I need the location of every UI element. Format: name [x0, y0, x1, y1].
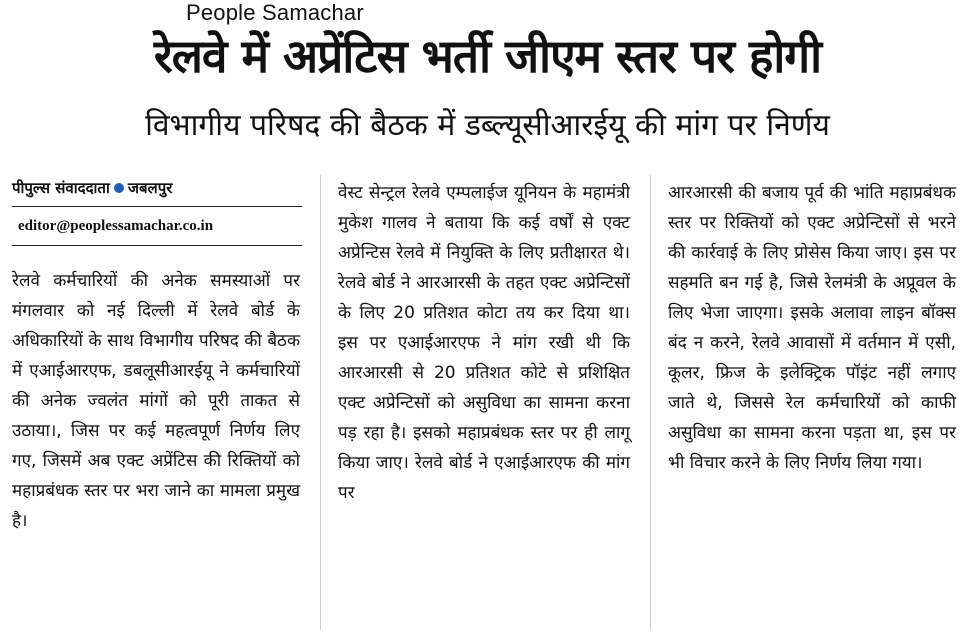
- article-column-3: आरआरसी की बजाय पूर्व की भांति महाप्रबंधक स्तर पर रिक्तियों को एक्ट अप्रेन्टिसों से भरने की कार्रवाई के लिए प्रोसेस किया जाए। इस पर सहमति बन गई है, जिसे रेलमंत्री के अप्रूवल के लिए भेजा जाएगा। इसके अलावा लाइन बॉक्स बंद न करने, रेलवे आवासों में वर्तमान में एसी, कूलर, फ्रिज के इलेक्ट्रिक पॉइंट नहीं लगाए जाते थे, जिससे रेल कर्मचारियों को काफी असुविधा का सामना करना पड़ता था, इस पर भी विचार करने के लिए निर्णय लिया गया।: [668, 183, 956, 473]
- byline-divider: [12, 206, 302, 207]
- byline: [12, 178, 302, 198]
- editor-email: editor@peoplessamachar.co.in: [18, 218, 214, 234]
- subheadline: विभागीय परिषद की बैठक में डब्ल्यूसीआरईयू की मांग पर निर्णय: [145, 108, 830, 143]
- email-divider: [12, 245, 302, 246]
- masthead-watermark: People Samachar: [186, 0, 364, 25]
- column-divider: [650, 175, 651, 630]
- reporter-name: पीपुल्स संवाददाता: [12, 179, 110, 197]
- article-column-2: वेस्ट सेन्ट्रल रेलवे एम्पलाईज यूनियन के महामंत्री मुकेश गालव ने बताया कि कई वर्षों से एक्ट अप्रेन्टिस रेलवे में नियुक्ति के लिए प्रतीक्षारत थे। रेलवे बोर्ड ने आरआरसी के तहत एक्ट अप्रेन्टिसों के लिए 20 प्रतिशत कोटा तय कर दिया था। इस पर एआईआरएफ ने मांग रखी थी कि आरआरसी से 20 प्रतिशत कोटे से प्रशिक्षित एक्ट अप्रेन्टिसों को असुविधा का सामना करना पड़ रहा है। इसको महाप्रबंधक स्तर पर ही लागू किया जाए। रेलवे बोर्ड ने एआईआरएफ की मांग पर: [338, 183, 630, 503]
- article-column-1: रेलवे कर्मचारियों की अनेक समस्याओं पर मंगलवार को नई दिल्ली में रेलवे बोर्ड के अधिकारियों के साथ विभागीय परिषद की बैठक में एआईआरएफ, डबलूसीआरईयू ने कर्मचारियों की अनेक ज्वलंत मांगों को पूरी ताकत से उठाया।, जिस पर कई महत्वपूर्ण निर्णय लिए गए, जिसमें अब एक्ट अप्रेंटिस की रिक्तियों को महाप्रबंधक स्तर पर भरा जाने का मामला प्रमुख है।: [12, 271, 300, 531]
- dateline-city: जबलपुर: [127, 179, 173, 197]
- column-divider: [320, 175, 321, 630]
- bullet-dot-icon: [114, 183, 124, 193]
- headline: रेलवे में अप्रेंटिस भर्ती जीएम स्तर पर होगी: [153, 29, 822, 83]
